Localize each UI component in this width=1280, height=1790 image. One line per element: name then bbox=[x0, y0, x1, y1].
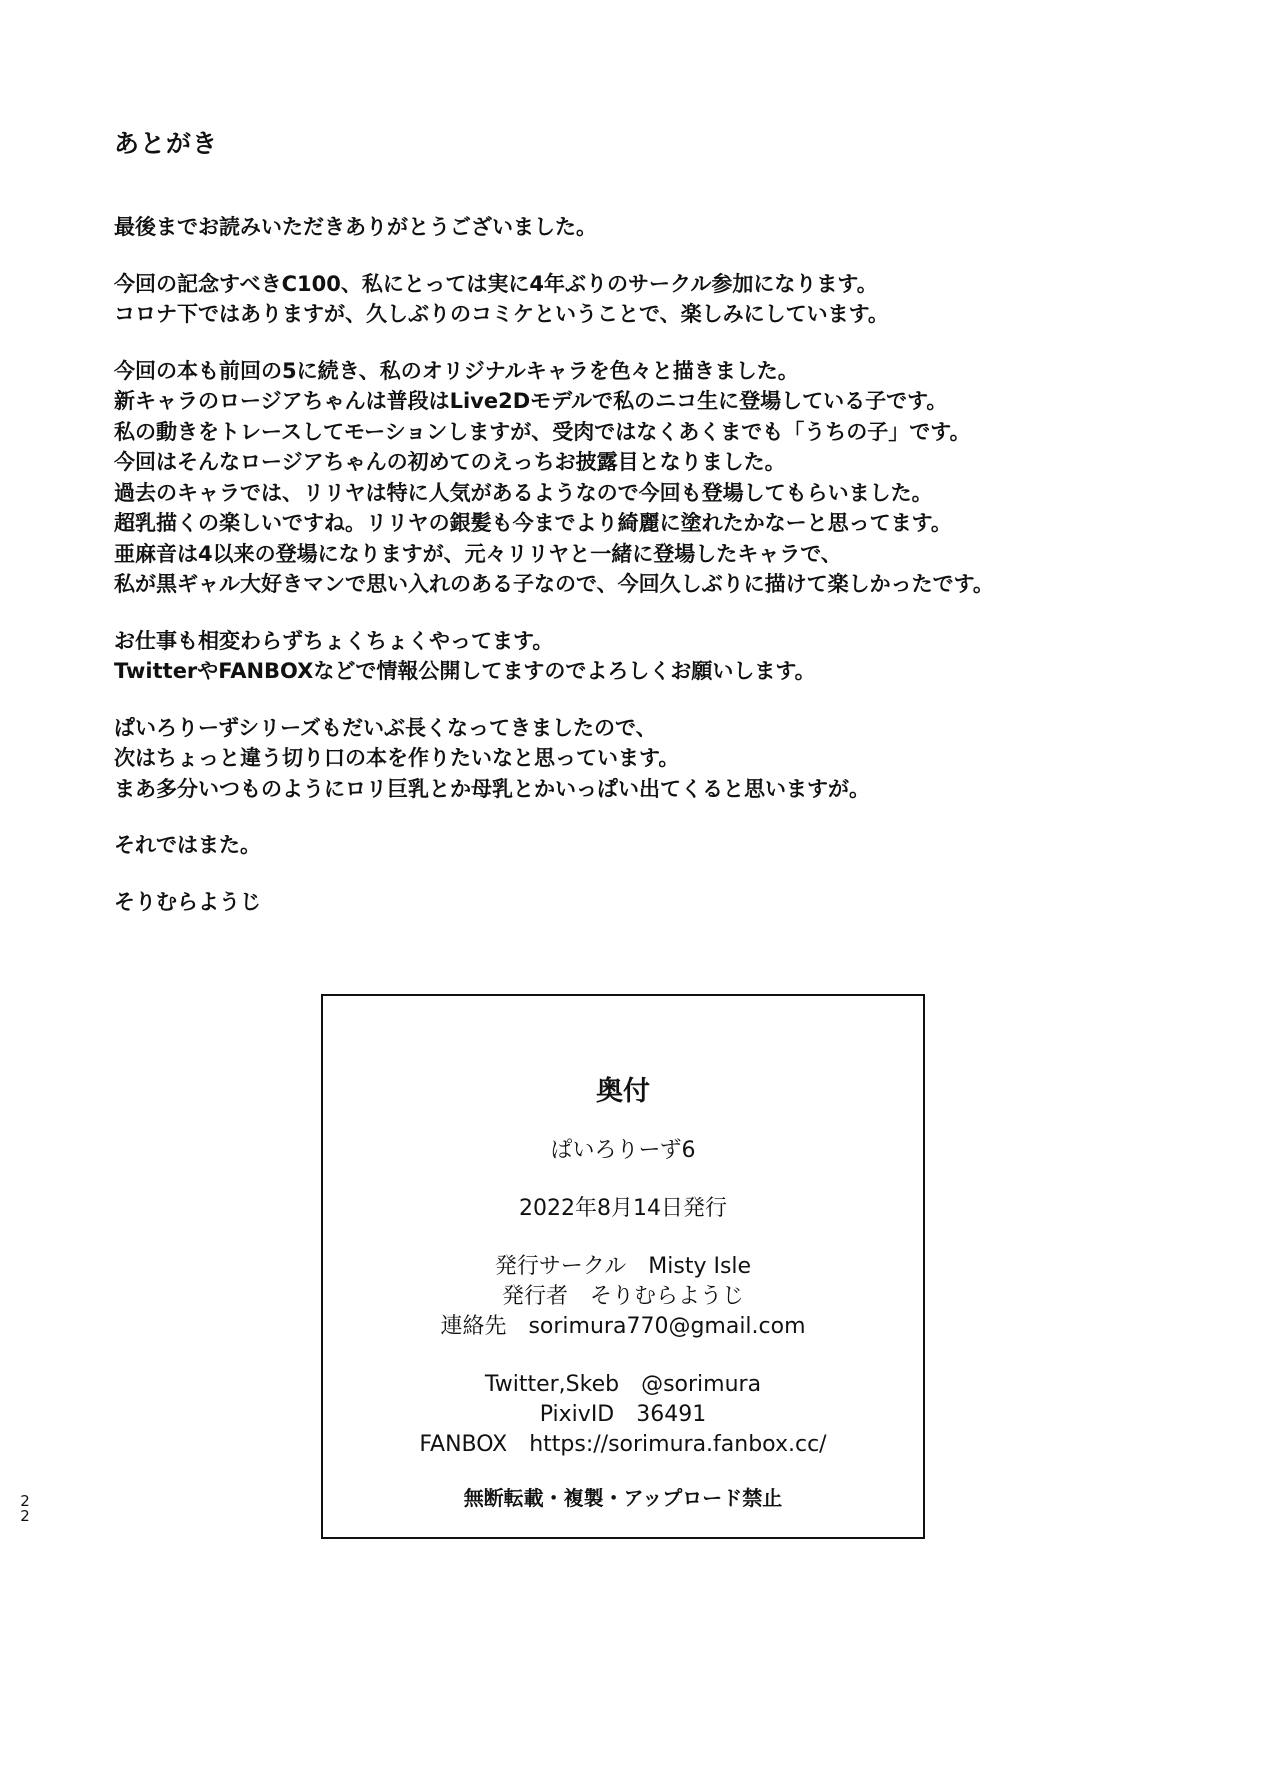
afterword-heading: あとがき bbox=[114, 129, 219, 158]
afterword-line: 過去のキャラでは、リリヤは特に人気があるようなので今回も登場してもらいました。 bbox=[114, 480, 933, 505]
afterword-paragraph-2 bbox=[114, 269, 1194, 330]
colophon-circle: 発行サークル Misty Isle bbox=[494, 1254, 752, 1279]
afterword-line: 亜麻音は4以来の登場になりますが、元々リリヤと一緒に登場したキャラで、 bbox=[114, 541, 842, 566]
colophon-book-group bbox=[323, 1136, 923, 1166]
colophon-publisher-group bbox=[323, 1252, 923, 1342]
afterword-line: それではまた。 bbox=[114, 833, 261, 857]
colophon-publish-date: 2022年8月14日発行 bbox=[519, 1196, 727, 1221]
afterword-line: 今回の記念すべきC100、私にとっては実に4年ぶりのサークル参加になります。 bbox=[114, 271, 878, 296]
colophon-pixiv: PixivID 36491 bbox=[539, 1402, 707, 1427]
page-number: 22 bbox=[20, 1492, 30, 1525]
afterword-paragraph-4 bbox=[114, 626, 1194, 687]
afterword-line: 今回はそんなロージアちゃんの初めてのえっちお披露目となりました。 bbox=[114, 450, 786, 474]
afterword-line: お仕事も相変わらずちょくちょくやってます。 bbox=[114, 628, 554, 653]
afterword-line: TwitterやFANBOXなどで情報公開してますのでよろしくお願いします。 bbox=[114, 659, 816, 683]
afterword-line: まあ多分いつものようにロリ巨乳とか母乳とかいっぱい出てくると思いますが。 bbox=[114, 776, 870, 801]
colophon-book-title: ぱいろりーず6 bbox=[550, 1138, 696, 1163]
afterword-line: ぱいろりーずシリーズもだいぶ長くなってきましたので、 bbox=[114, 715, 657, 740]
afterword-line: 私が黒ギャル大好きマンで思い入れのある子なので、今回久しぶりに描けて楽しかったです。 bbox=[114, 572, 994, 596]
afterword-paragraph-3 bbox=[114, 356, 1194, 600]
colophon-twitter: Twitter,Skeb @sorimura bbox=[484, 1372, 762, 1397]
colophon-contact: 連絡先 sorimura770@gmail.com bbox=[440, 1314, 806, 1339]
afterword-line: 今回の本も前回の5に続き、私のオリジナルキャラを色々と描きました。 bbox=[114, 358, 799, 383]
afterword-line: 新キャラのロージアちゃんは普段はLive2Dモデルで私のニコ生に登場している子です。 bbox=[114, 389, 948, 413]
afterword-line: 私の動きをトレースしてモーションしますが、受肉ではなくあくまでも「うちの子」です。 bbox=[114, 419, 971, 444]
afterword-paragraph-1 bbox=[114, 212, 1194, 243]
colophon-fanbox: FANBOX https://sorimura.fanbox.cc/ bbox=[419, 1432, 827, 1457]
colophon-box bbox=[321, 994, 925, 1539]
colophon-copyright-notice: 無断転載・複製・アップロード禁止 bbox=[463, 1486, 783, 1510]
colophon-publisher: 発行者 そりむらようじ bbox=[501, 1284, 744, 1309]
afterword-paragraph-6 bbox=[114, 830, 1194, 861]
afterword-line: 最後までお読みいただきありがとうございました。 bbox=[114, 215, 597, 239]
afterword-line: コロナ下ではありますが、久しぶりのコミケということで、楽しみにしています。 bbox=[114, 302, 889, 326]
afterword-paragraph-5 bbox=[114, 713, 1194, 805]
colophon-details bbox=[323, 1136, 923, 1480]
afterword-line: 次はちょっと違う切り口の本を作りたいなと思っています。 bbox=[114, 746, 680, 770]
afterword-body bbox=[114, 212, 1194, 943]
afterword-author bbox=[114, 887, 1194, 918]
author-name: そりむらようじ bbox=[114, 889, 261, 914]
colophon-title: 奥付 bbox=[596, 1076, 650, 1107]
colophon-links-group bbox=[323, 1370, 923, 1460]
afterword-line: 超乳描くの楽しいですね。リリヤの銀髪も今までより綺麗に塗れたかなーと思ってます。 bbox=[114, 511, 952, 535]
colophon-date-group bbox=[323, 1194, 923, 1224]
